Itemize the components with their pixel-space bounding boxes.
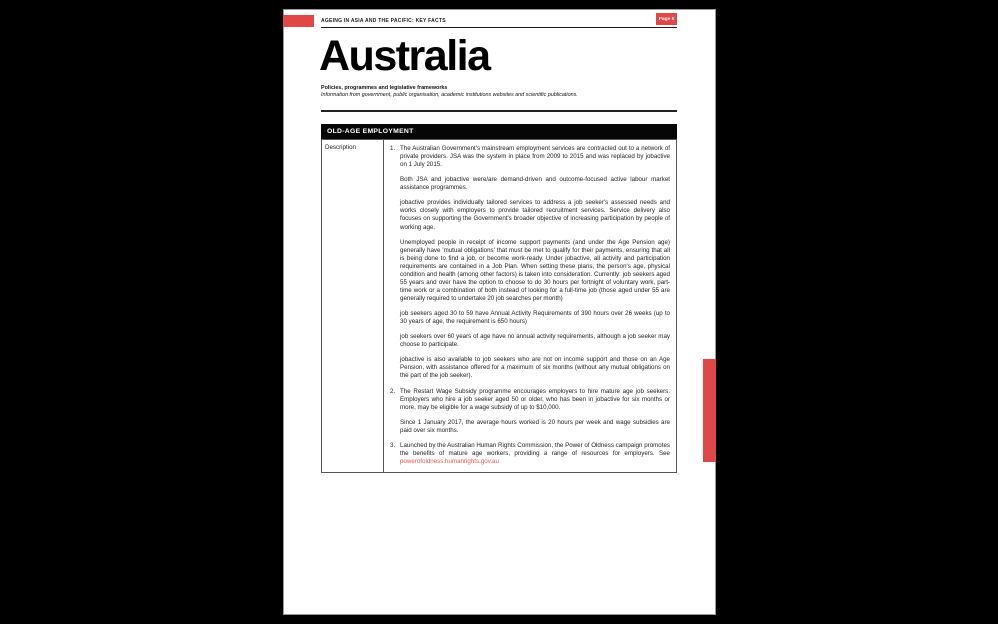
paragraph: The Restart Wage Subsidy programme encourages employers to hire mature age job seekers. Employers who hire a job seeker aged 50 or older, who has been in jobactive for six months or more, may be eligible for a wage subsidy of up to $10,000. bbox=[400, 387, 670, 411]
paragraph: Unemployed people in receipt of income support payments (and under the Age Pension age) generally have 'mutual obligations' that must be met to qualify for their payments, ensuring that all is being done to find a job, or become work-ready. Under jobactive, all activity and participation requirements are contained in a Job Plan. When setting these plans, the person's age, physical condition and health (among other factors) is taken into consideration. Currently: job seekers aged 55 years and over have the option to choose to do 30 hours per fortnight of voluntary work, part-time work or a combination of both instead of looking for a full-time job (those aged under 55 are generally required to undertake 20 job searches per month) bbox=[400, 238, 670, 302]
document-page bbox=[283, 9, 716, 615]
table-row-label: Description bbox=[322, 140, 384, 472]
paragraph: job seekers over 60 years of age have no annual activity requirements, although a job seeker may choose to participate. bbox=[400, 333, 670, 349]
paragraph: jobactive provides individually tailored services to address a job seeker's assessed needs and works closely with employers to provide tailored recruitment services. Service delivery also focuses on supporting the Government's broader objective of increasing participation by people of working age. bbox=[400, 199, 670, 231]
section-heading-old-age-employment: OLD-AGE EMPLOYMENT bbox=[321, 124, 677, 139]
subtitle-sources: Information from government, public organisation, academic institutions websites and scientific publications. bbox=[321, 92, 578, 98]
description-table bbox=[321, 139, 677, 473]
paragraph: Both JSA and jobactive were/are demand-driven and outcome-focused active labour market assistance programmes. bbox=[400, 176, 670, 192]
page-number-badge: Page 5 bbox=[656, 13, 677, 25]
side-accent-tab bbox=[703, 359, 716, 462]
list-item bbox=[390, 442, 670, 466]
item-number: 3. bbox=[390, 441, 396, 449]
title-divider bbox=[321, 110, 677, 112]
header-accent-block bbox=[283, 15, 314, 27]
item-number: 1. bbox=[390, 145, 396, 152]
page-title: Australia bbox=[319, 32, 490, 80]
paragraph: The Australian Government's mainstream employment services are contracted out to a network of private providers. JSA was the system in place from 2009 to 2015 and was replaced by jobactive on 1 July 2015. bbox=[400, 145, 670, 169]
subtitle-frameworks: Policies, programmes and legislative frameworks bbox=[321, 85, 448, 91]
item-number: 2. bbox=[390, 387, 396, 395]
header-divider bbox=[321, 27, 677, 28]
item-body bbox=[400, 145, 670, 381]
list-item bbox=[390, 145, 670, 381]
item-body bbox=[400, 442, 670, 466]
table-row-content bbox=[384, 140, 676, 472]
paragraph: job seekers aged 30 to 59 have Annual Activity Requirements of 390 hours over 26 weeks (up to 30 years of age, the requirement is 650 hours) bbox=[400, 310, 670, 326]
list-item bbox=[390, 388, 670, 435]
paragraph: Since 1 January 2017, the average hours worked is 20 hours per week and wage subsidies are paid over six months. bbox=[400, 418, 670, 434]
paragraph: jobactive is also available to job seekers who are not on income support and those on an Age Pension, with assistance offered for a maximum of six months (without any mutual obligations on the part of the job seeker). bbox=[400, 356, 670, 380]
running-header-title: AGEING IN ASIA AND THE PACIFIC: KEY FACTS bbox=[321, 18, 446, 24]
campaign-link[interactable]: powerofoldness.humanrights.gov.au bbox=[400, 457, 499, 465]
paragraph: Launched by the Australian Human Rights Commission, the Power of Oldness campaign promotes the benefits of mature age workers, providing a range of resources for employers. See powerofoldness.humanrights.gov.au bbox=[400, 441, 670, 465]
item-body bbox=[400, 388, 670, 435]
